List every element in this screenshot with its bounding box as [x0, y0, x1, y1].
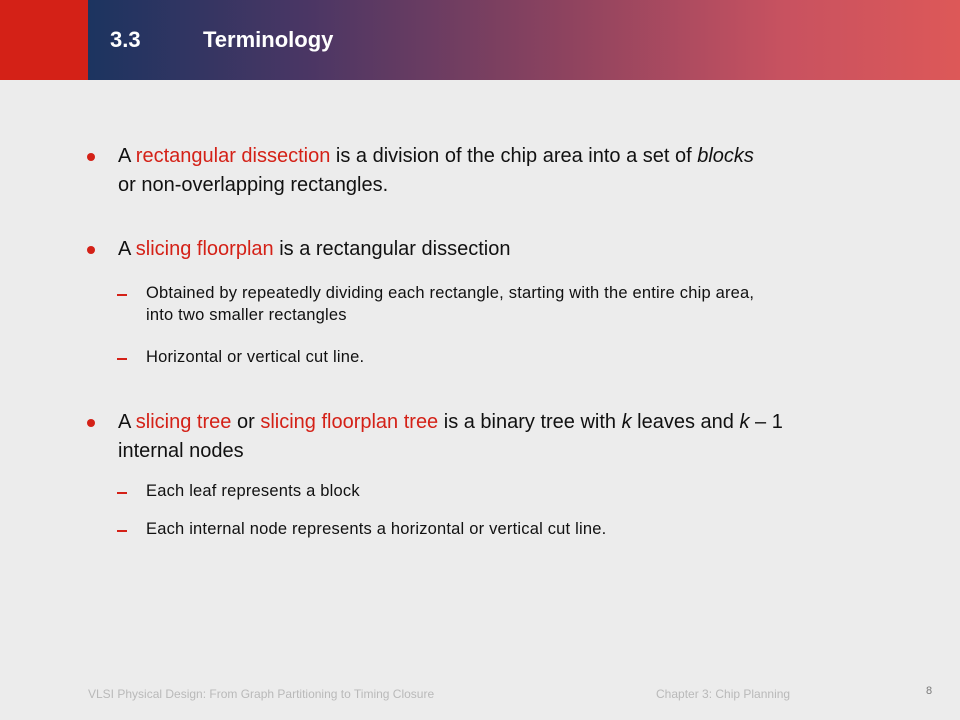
bullet-slicing-floorplan: [118, 235, 908, 264]
bullet-text: A: [118, 145, 136, 167]
bullet-dot: [87, 246, 95, 254]
sub-bullet-text: Obtained by repeatedly dividing each rectangle, starting with the entire chip area,: [146, 284, 755, 302]
bullet-text-line2: or non-overlapping rectangles.: [118, 174, 389, 196]
sub-bullet-leaf: [146, 480, 926, 502]
page-number: 8: [926, 685, 933, 697]
header-red-block: [0, 0, 88, 80]
sub-bullet-dash: [117, 492, 127, 494]
bullet-text: or: [231, 411, 261, 433]
footer-chapter: Chapter 3: Chip Planning: [656, 687, 791, 701]
var-k: k: [621, 411, 632, 433]
section-title: Terminology: [203, 27, 334, 52]
bullet-text-line2: internal nodes: [118, 440, 244, 462]
sub-bullet-text-line2: into two smaller rectangles: [146, 306, 347, 324]
slide-header: [0, 0, 960, 80]
bullet-text: leaves and: [631, 411, 740, 433]
sub-bullet-dash: [117, 530, 127, 532]
term-blocks: blocks: [697, 145, 754, 167]
sub-bullet-dash: [117, 358, 127, 360]
bullet-dot: [87, 419, 95, 427]
bullet-dot: [87, 153, 95, 161]
term-slicing-floorplan-tree: slicing floorplan tree: [260, 411, 439, 433]
sub-bullet-cut-line: [146, 346, 926, 368]
sub-bullet-text: Each internal node represents a horizontal or vertical cut line.: [146, 520, 607, 538]
bullet-text: is a division of the chip area into a set of: [330, 145, 698, 167]
sub-bullet-text: Each leaf represents a block: [146, 482, 360, 500]
term-rectangular-dissection: rectangular dissection: [135, 145, 331, 167]
bullet-text: – 1: [749, 411, 783, 433]
bullet-text: A: [118, 238, 136, 260]
term-slicing-tree: slicing tree: [135, 411, 232, 433]
var-k: k: [739, 411, 750, 433]
term-slicing-floorplan: slicing floorplan: [135, 238, 274, 260]
section-number: 3.3: [110, 27, 141, 52]
bullet-slicing-tree: [118, 408, 908, 466]
bullet-rectangular-dissection: [118, 142, 908, 200]
bullet-text: is a binary tree with: [438, 411, 622, 433]
sub-bullet-internal-node: [146, 518, 926, 540]
bullet-text: is a rectangular dissection: [273, 238, 511, 260]
sub-bullet-text: Horizontal or vertical cut line.: [146, 348, 365, 366]
footer-book-title: VLSI Physical Design: From Graph Partitioning to Timing Closure: [88, 687, 435, 701]
bullet-text: A: [118, 411, 136, 433]
sub-bullet-dash: [117, 294, 127, 296]
sub-bullet-obtained: [146, 282, 926, 326]
